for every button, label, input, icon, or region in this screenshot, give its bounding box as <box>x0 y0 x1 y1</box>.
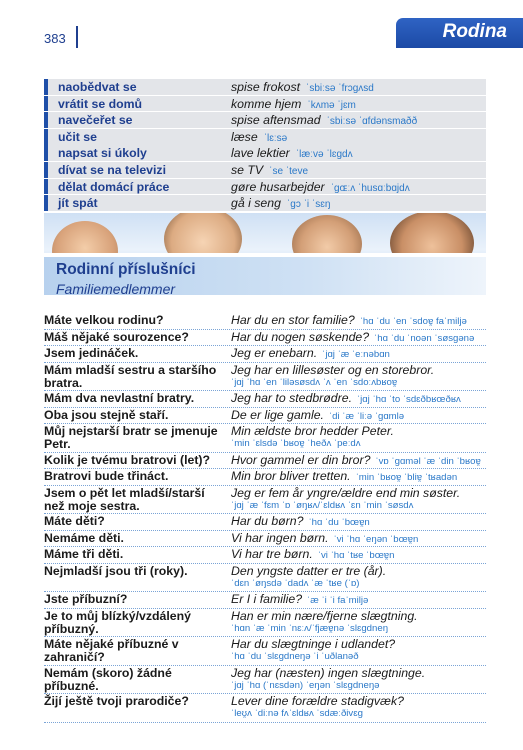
phrase-norwegian <box>231 392 486 406</box>
vocab-pronunciation: ˈsbiːsə ˈɑfdənsmaðð <box>326 116 418 128</box>
phrase-row <box>44 469 486 486</box>
phrase-row <box>44 531 486 548</box>
phrase-czech: Máte děti? <box>44 514 105 528</box>
phrase-pronunciation: ˈjɑj ˈhɑ ˈto ˈsdɛðbʁœðʁʌ <box>356 394 461 405</box>
phrase-norwegian <box>231 331 486 345</box>
vocab-row <box>44 195 486 211</box>
phrase-row <box>44 346 486 363</box>
vocab-norwegian-text: lave lektier <box>231 146 290 161</box>
vocab-norwegian-text: læse <box>231 129 258 144</box>
phrase-norwegian-text: Han er min nære/fjerne slægtning. <box>231 608 418 623</box>
phrase-norwegian-text: Har du slægtninge i udlandet? <box>231 637 396 651</box>
phrase-czech: Nemáme děti. <box>44 530 124 545</box>
vocab-czech: jít spát <box>58 196 98 211</box>
vocab-row <box>44 112 486 128</box>
family-photo <box>44 213 486 263</box>
phrase-row <box>44 609 486 638</box>
phrase-norwegian <box>231 470 486 484</box>
phrase-row <box>44 694 486 723</box>
vocab-pronunciation: ˈlæːvə ˈlɛgdʌ <box>295 149 353 161</box>
section-title: Rodinní příslušníci <box>56 261 196 278</box>
phrase-czech: Jsem jedináček. <box>44 346 139 360</box>
phrase-czech: Kolik je tvému bratrovi (let)? <box>44 452 211 467</box>
vocab-norwegian <box>231 80 374 94</box>
phrase-pronunciation: ˈvi ˈhɑ ˈtʁe ˈbœɐ̯n <box>317 550 395 561</box>
phrase-pronunciation: ˈmin ˈbʁoɐ̯ ˈbliɐ̯ ˈtʁadən <box>355 472 458 483</box>
phrase-czech: Nejmladší jsou tři (roky). <box>44 563 188 578</box>
phrase-norwegian <box>231 425 486 450</box>
vocab-czech: navečeřet se <box>58 113 133 128</box>
section-banner <box>44 213 486 295</box>
phrase-norwegian-text: Har du børn? <box>231 514 304 528</box>
phrase-pronunciation: ˈhɑ ˈdu ˈslɛgdneŋə ˈi ˈuðlanəð <box>231 651 359 663</box>
phrase-czech: Mám mladší sestru a staršího bratra. <box>44 362 217 390</box>
phrase-norwegian <box>231 532 486 546</box>
chapter-title: Rodina <box>442 21 507 42</box>
vocab-row <box>44 129 486 145</box>
phrase-norwegian-text: Lever dine forældre stadigvæk? <box>231 694 404 708</box>
phrase-czech: Jste příbuzní? <box>44 592 128 606</box>
section-heading <box>44 257 486 295</box>
phrase-row <box>44 408 486 425</box>
phrase-norwegian-text: Min bror bliver tretten. <box>231 469 351 483</box>
phrase-norwegian-text: Har du en stor familie? <box>231 313 355 327</box>
phrase-norwegian <box>231 593 486 607</box>
vocab-norwegian <box>231 113 417 127</box>
phrase-norwegian-text: Vi har ingen børn. <box>231 530 329 545</box>
phrase-czech: Jsem o pět let mladší/starší než moje sestra. <box>44 485 205 513</box>
phrase-norwegian-text: De er lige gamle. <box>231 407 324 422</box>
phrase-norwegian <box>231 565 486 590</box>
vocab-pronunciation: ˈkʌmə ˈjɛm <box>307 99 356 111</box>
phrase-norwegian-text: Hvor gammel er din bror? <box>231 452 371 467</box>
phrase-pronunciation: ˈhɑ ˈdu ˈnoən ˈsøsgənə <box>374 332 475 344</box>
vocab-czech: dívat se na televizi <box>58 162 166 177</box>
phrase-norwegian <box>231 610 486 635</box>
header-divider <box>76 26 78 48</box>
phrase-norwegian <box>231 667 486 692</box>
vocab-row <box>44 179 486 195</box>
vocab-norwegian <box>231 130 287 144</box>
phrase-row <box>44 637 486 666</box>
vocab-norwegian-text: gå i seng <box>231 196 281 211</box>
vocab-norwegian <box>231 196 330 210</box>
phrase-row <box>44 453 486 470</box>
page-header <box>0 0 523 58</box>
vocab-norwegian <box>231 146 353 160</box>
phrase-row <box>44 592 486 609</box>
phrase-pronunciation: ˈjɑj ˈæ ˈeːnəbɑn <box>322 349 390 360</box>
phrase-norwegian <box>231 487 486 512</box>
vocab-pronunciation: ˈlɛːsə <box>263 132 288 144</box>
vocab-norwegian-text: spise frokost <box>231 80 301 94</box>
phrase-pronunciation: ˈjɑj ˈhɑ (ˈnɛsdən) ˈeŋən ˈslɛgdneŋə <box>231 679 380 691</box>
phrase-norwegian-text: Jeg har en lillesøster og en storebror. <box>231 362 435 377</box>
vocab-row <box>44 145 486 161</box>
phrase-pronunciation: ˈmin ˈɛlsdə ˈbʁoɐ̯ ˈheðʌ ˈpeːdʌ <box>231 438 361 450</box>
phrase-row <box>44 547 486 564</box>
phrase-row <box>44 424 486 453</box>
phrase-norwegian <box>231 454 486 468</box>
vocab-czech: vrátit se domů <box>58 96 143 111</box>
phrase-pronunciation: ˈhɑn ˈæ ˈmin ˈnɛːʌ/ˈfjæɐ̯nə ˈslɛgdneŋ <box>231 622 389 634</box>
phrase-pronunciation: ˈjɑj ˈæ ˈfɛm ˈɒ ˈøŋʁʌ/ˈɛldʁʌ ˈɛn ˈmin ˈsøsdʌ <box>231 499 414 511</box>
phrase-pronunciation: ˈæ ˈi ˈi faˈmiljə <box>307 595 369 606</box>
vocab-row <box>44 162 486 178</box>
phrase-pronunciation: ˈleʊ̯ʌ ˈdiːnə fʌˈɛldʁʌ ˈsdæːðivɛg <box>231 708 363 720</box>
phrase-czech: Mám dva nevlastní bratry. <box>44 391 195 405</box>
vocab-pronunciation: ˈgɶːʌ ˈhusɑːbɑjdʌ <box>330 182 410 194</box>
page-number: 383 <box>44 31 66 46</box>
phrase-norwegian-text: Jeg er enebarn. <box>231 346 318 360</box>
phrase-row <box>44 313 486 330</box>
phrase-norwegian-text: Har du nogen søskende? <box>231 329 370 344</box>
vocabulary-list <box>44 79 486 212</box>
vocab-norwegian-text: komme hjem <box>231 96 302 111</box>
vocab-pronunciation: ˈse ˈteve <box>269 165 309 177</box>
vocab-czech: naobědvat se <box>58 80 137 94</box>
phrase-czech: Je to můj blízký/vzdálený příbuzný. <box>44 608 191 636</box>
phrase-pronunciation: ˈdi ˈæ ˈliːə ˈgɑmlə <box>328 410 405 422</box>
phrase-norwegian <box>231 548 486 562</box>
phrase-pronunciation: ˈvi ˈhɑ ˈeŋən ˈbœɐ̯n <box>333 533 419 545</box>
phrase-pronunciation: ˈvɒ ˈgɑməl ˈæ ˈdin ˈbʁoɐ̯ <box>375 455 481 467</box>
vocab-norwegian-text: spise aftensmad <box>231 113 321 128</box>
phrase-pronunciation: ˈjɑj ˈhɑ ˈen ˈliləsøsdʌ ˈʌ ˈen ˈsdoːʌbʁoɐ̯ <box>231 376 398 388</box>
phrase-czech: Bratrovi bude třináct. <box>44 469 169 483</box>
phrase-norwegian-text: Jeg har (næsten) ingen slægtninge. <box>231 665 426 680</box>
phrase-row <box>44 564 486 593</box>
phrase-czech: Oba jsou stejně staří. <box>44 407 169 422</box>
phrase-row <box>44 514 486 531</box>
phrase-czech: Máte velkou rodinu? <box>44 313 164 327</box>
phrase-czech: Nemám (skoro) žádné příbuzné. <box>44 665 172 693</box>
phrase-pronunciation: ˈdɛn ˈøŋsdə ˈdadʌ ˈæ ˈtʁe (ˈɒ) <box>231 577 360 589</box>
phrase-row <box>44 330 486 347</box>
phrase-czech: Máte nějaké příbuzné v zahraničí? <box>44 637 179 665</box>
phrase-norwegian-text: Den yngste datter er tre (år). <box>231 563 387 578</box>
phrase-czech: Máš nějaké sourozence? <box>44 329 189 344</box>
section-subtitle: Familiemedlemmer <box>56 281 176 295</box>
phrase-norwegian <box>231 638 486 663</box>
phrase-pronunciation: ˈhɑ ˈdu ˈbœɐ̯n <box>308 517 370 528</box>
phrase-norwegian <box>231 695 486 720</box>
vocab-pronunciation: ˈsbiːsə ˈfrɔɡʌsd <box>306 83 374 94</box>
phrase-row <box>44 666 486 695</box>
phrase-row <box>44 391 486 408</box>
phrase-norwegian-text: Jeg er fem år yngre/ældre end min søster. <box>231 485 461 500</box>
vocab-czech: napsat si úkoly <box>58 146 147 161</box>
vocab-czech: učit se <box>58 129 97 144</box>
vocab-row <box>44 79 486 95</box>
vocab-norwegian <box>231 163 308 177</box>
phrase-norwegian <box>231 347 486 361</box>
phrase-norwegian <box>231 409 486 423</box>
chapter-tab <box>396 18 523 48</box>
phrase-norwegian <box>231 364 486 389</box>
vocab-pronunciation: ˈgɔ ˈi ˈsɛŋ <box>286 199 331 211</box>
phrase-row <box>44 486 486 515</box>
vocab-norwegian <box>231 97 356 111</box>
vocab-norwegian <box>231 180 410 194</box>
phrase-czech: Můj nejstarší bratr se jmenuje Petr. <box>44 424 218 452</box>
phrase-norwegian-text: Jeg har to stedbrødre. <box>231 391 352 405</box>
phrase-norwegian-text: Vi har tre børn. <box>231 547 313 561</box>
vocab-norwegian-text: gøre husarbejder <box>231 179 325 194</box>
phrase-norwegian-text: Min ældste bror hedder Peter. <box>231 424 394 438</box>
phrase-norwegian <box>231 314 486 328</box>
phrase-list <box>44 313 486 723</box>
phrase-norwegian <box>231 515 486 529</box>
phrase-pronunciation: ˈhɑ ˈdu ˈen ˈsdoɐ̯ faˈmiljə <box>359 316 467 327</box>
vocab-czech: dělat domácí práce <box>58 179 170 194</box>
phrase-czech: Žijí ještě tvoji prarodiče? <box>44 694 189 708</box>
vocab-norwegian-text: se TV <box>231 162 264 177</box>
phrase-czech: Máme tři děti. <box>44 547 124 561</box>
vocab-row <box>44 96 486 112</box>
phrase-row <box>44 363 486 392</box>
phrase-norwegian-text: Er I i familie? <box>231 592 303 606</box>
